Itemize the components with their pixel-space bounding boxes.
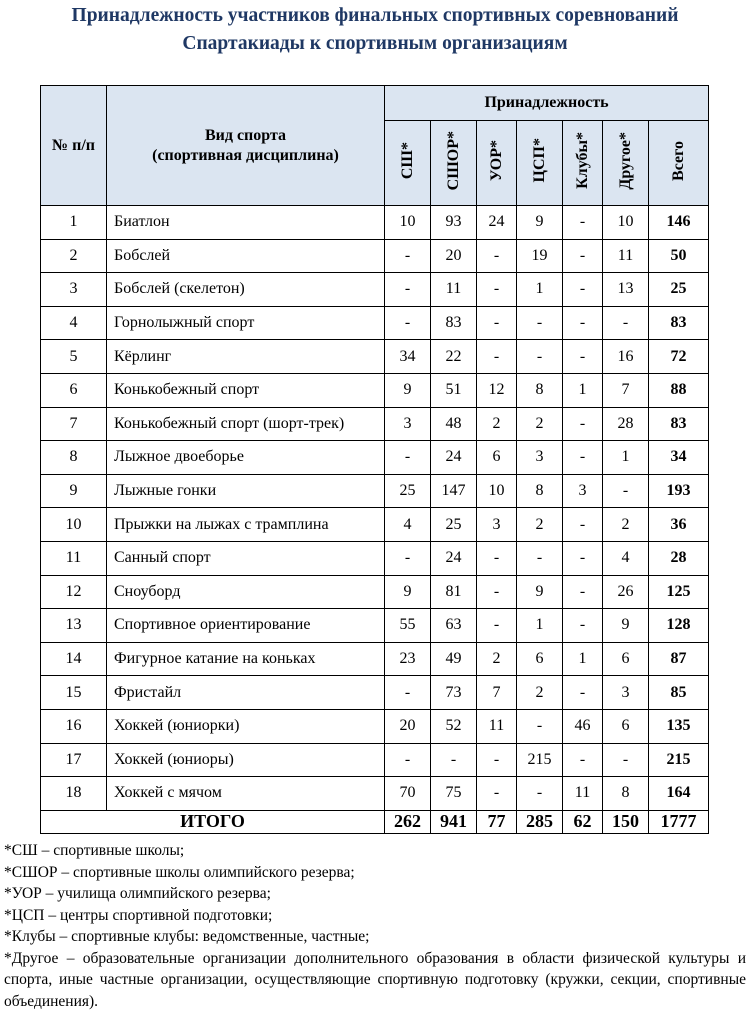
row-value: 10 [603,206,649,240]
row-value: 8 [517,474,563,508]
row-value: - [563,508,603,542]
row-value: 49 [431,642,477,676]
row-value: - [563,575,603,609]
row-value: 70 [385,777,431,811]
row-value: 8 [517,373,563,407]
row-value: 19 [517,239,563,273]
row-value: - [477,777,517,811]
row-value: 81 [431,575,477,609]
title-line-1: Принадлежность участников финальных спортивных соревнований [0,2,750,30]
row-value: 51 [431,373,477,407]
header-sport-line1: Вид спорта [107,126,384,146]
header-col [431,121,477,206]
title-line-2: Спартакиады к спортивным организациям [0,30,750,58]
sport-name: Прыжки на лыжах с трамплина [107,508,385,542]
row-total: 125 [649,575,709,609]
total-value: 262 [385,810,431,833]
row-value: 83 [431,306,477,340]
row-total: 85 [649,676,709,710]
row-value: 11 [563,777,603,811]
footnote: *СШ – спортивные школы; [4,840,746,862]
total-value: 941 [431,810,477,833]
row-value: 75 [431,777,477,811]
row-total: 88 [649,373,709,407]
row-value: - [477,743,517,777]
row-number: 2 [41,239,107,273]
sport-name: Хоккей (юниоры) [107,743,385,777]
row-value: - [603,743,649,777]
row-number: 16 [41,709,107,743]
row-value: 6 [517,642,563,676]
footnote: *УОР – училища олимпийского резерва; [4,883,746,905]
row-total: 164 [649,777,709,811]
sport-name: Конькобежный спорт [107,373,385,407]
footnote: *СШОР – спортивные школы олимпийского резерва; [4,862,746,884]
row-value: 55 [385,609,431,643]
row-total: 193 [649,474,709,508]
row-value: - [477,306,517,340]
header-col-label: Другое* [617,132,635,190]
row-number: 7 [41,407,107,441]
row-value: 2 [477,642,517,676]
row-value: 93 [431,206,477,240]
table-header [41,86,709,206]
row-number: 6 [41,373,107,407]
table-row [41,642,709,676]
row-total: 36 [649,508,709,542]
row-value: 13 [603,273,649,307]
row-value: 52 [431,709,477,743]
row-value: 28 [603,407,649,441]
total-row [41,810,709,833]
row-value: 20 [385,709,431,743]
total-value: 285 [517,810,563,833]
header-col-label: СШ* [399,142,417,179]
row-total: 215 [649,743,709,777]
footnotes [4,840,746,1012]
row-value: 1 [603,441,649,475]
row-number: 11 [41,541,107,575]
row-total: 28 [649,541,709,575]
row-value: - [477,273,517,307]
row-value: - [385,273,431,307]
row-value: 12 [477,373,517,407]
header-col-label: УОР* [488,140,506,181]
row-number: 15 [41,676,107,710]
row-value: 1 [563,642,603,676]
sport-name: Кёрлинг [107,340,385,374]
row-value: 11 [477,709,517,743]
sport-name: Хоккей (юниорки) [107,709,385,743]
row-value: - [517,777,563,811]
row-value: 10 [385,206,431,240]
row-value: 3 [563,474,603,508]
row-value: - [477,609,517,643]
sport-name: Биатлон [107,206,385,240]
header-col-label: ЦСП* [531,138,549,182]
row-value: - [477,541,517,575]
row-total: 135 [649,709,709,743]
row-value: 9 [517,575,563,609]
row-number: 10 [41,508,107,542]
row-value: - [517,541,563,575]
row-value: - [477,239,517,273]
row-number: 14 [41,642,107,676]
row-value: - [603,306,649,340]
row-value: - [477,340,517,374]
table-row [41,273,709,307]
row-value: - [431,743,477,777]
row-value: 48 [431,407,477,441]
row-number: 4 [41,306,107,340]
row-value: 6 [603,642,649,676]
table-row [41,340,709,374]
row-value: 1 [563,373,603,407]
sport-name: Санный спорт [107,541,385,575]
row-total: 50 [649,239,709,273]
header-col [517,121,563,206]
table-row [41,441,709,475]
row-value: 9 [385,575,431,609]
row-value: 11 [603,239,649,273]
sport-name: Конькобежный спорт (шорт-трек) [107,407,385,441]
sport-name: Фигурное катание на коньках [107,642,385,676]
table-row [41,306,709,340]
row-value: 24 [431,441,477,475]
sport-name: Фристайл [107,676,385,710]
row-number: 3 [41,273,107,307]
row-value: - [563,340,603,374]
table-row [41,407,709,441]
sport-name: Лыжное двоеборье [107,441,385,475]
row-value: 3 [603,676,649,710]
row-value: - [385,306,431,340]
total-value: 62 [563,810,603,833]
row-number: 12 [41,575,107,609]
total-label: ИТОГО [41,810,385,833]
row-total: 72 [649,340,709,374]
row-value: 2 [603,508,649,542]
header-col [649,121,709,206]
document-title [0,2,750,58]
header-num: № п/п [41,86,107,206]
table-row [41,676,709,710]
row-value: - [563,743,603,777]
sport-name: Бобслей (скелетон) [107,273,385,307]
row-total: 83 [649,306,709,340]
row-value: - [385,743,431,777]
row-value: 24 [431,541,477,575]
row-value: - [563,306,603,340]
row-number: 1 [41,206,107,240]
header-col [563,121,603,206]
table-row [41,239,709,273]
row-number: 17 [41,743,107,777]
header-col [385,121,431,206]
row-value: 3 [477,508,517,542]
footnote: *ЦСП – центры спортивной подготовки; [4,905,746,927]
row-value: - [385,541,431,575]
header-col-label: Всего [670,141,688,181]
row-value: 1 [517,609,563,643]
sport-name: Хоккей с мячом [107,777,385,811]
total-value: 1777 [649,810,709,833]
row-value: 9 [517,206,563,240]
table-row [41,474,709,508]
row-value: 7 [603,373,649,407]
header-sport [107,86,385,206]
row-value: - [563,541,603,575]
row-value: - [563,441,603,475]
row-value: 26 [603,575,649,609]
row-value: 23 [385,642,431,676]
row-value: 2 [517,407,563,441]
header-sport-line2: (спортивная дисциплина) [107,146,384,166]
row-value: - [517,709,563,743]
row-value: 3 [385,407,431,441]
table-row [41,743,709,777]
row-value: 9 [603,609,649,643]
row-value: - [517,306,563,340]
row-value: - [563,239,603,273]
sport-name: Спортивное ориентирование [107,609,385,643]
row-value: - [385,239,431,273]
row-value: - [603,474,649,508]
row-value: 73 [431,676,477,710]
header-col-label: СШОР* [445,131,463,190]
row-total: 146 [649,206,709,240]
row-value: 63 [431,609,477,643]
row-value: - [385,441,431,475]
table-row [41,609,709,643]
table-row [41,508,709,542]
row-number: 5 [41,340,107,374]
row-number: 18 [41,777,107,811]
table-row [41,709,709,743]
row-value: - [563,273,603,307]
row-value: 16 [603,340,649,374]
row-value: 25 [431,508,477,542]
sport-name: Горнолыжный спорт [107,306,385,340]
row-value: 2 [517,676,563,710]
row-value: 3 [517,441,563,475]
row-total: 83 [649,407,709,441]
sport-name: Бобслей [107,239,385,273]
row-value: 25 [385,474,431,508]
table-row [41,206,709,240]
total-value: 150 [603,810,649,833]
row-value: 1 [517,273,563,307]
row-value: 46 [563,709,603,743]
row-value: 10 [477,474,517,508]
row-value: 6 [603,709,649,743]
row-total: 34 [649,441,709,475]
header-group: Принадлежность [385,86,709,121]
table-row [41,373,709,407]
row-number: 8 [41,441,107,475]
row-value: 7 [477,676,517,710]
row-value: - [563,676,603,710]
row-value: 2 [477,407,517,441]
row-value: 24 [477,206,517,240]
table-body [41,206,709,834]
row-number: 9 [41,474,107,508]
row-value: - [563,206,603,240]
header-col [477,121,517,206]
header-col [603,121,649,206]
row-value: - [385,676,431,710]
header-col-label: Клубы* [574,132,592,189]
row-value: 4 [385,508,431,542]
row-number: 13 [41,609,107,643]
row-value: 215 [517,743,563,777]
table-row [41,575,709,609]
footnote: *Клубы – спортивные клубы: ведомственные, частные; [4,926,746,948]
row-value: 6 [477,441,517,475]
row-value: - [563,609,603,643]
affiliation-table [40,85,709,834]
table-row [41,541,709,575]
row-total: 87 [649,642,709,676]
row-value: 11 [431,273,477,307]
total-value: 77 [477,810,517,833]
row-value: 20 [431,239,477,273]
row-value: 22 [431,340,477,374]
sport-name: Сноуборд [107,575,385,609]
table-row [41,777,709,811]
row-value: - [563,407,603,441]
row-value: - [477,575,517,609]
sport-name: Лыжные гонки [107,474,385,508]
row-value: 34 [385,340,431,374]
row-value: - [517,340,563,374]
row-total: 128 [649,609,709,643]
row-value: 147 [431,474,477,508]
row-value: 2 [517,508,563,542]
row-value: 8 [603,777,649,811]
footnote: *Другое – образовательные организации дополнительного образования в области физической культуры и спорта, иные частные организации, осуществляющие спортивную подготовку (кружки, секции, спортивные объединения). [4,948,746,1012]
row-value: 9 [385,373,431,407]
row-total: 25 [649,273,709,307]
row-value: 4 [603,541,649,575]
